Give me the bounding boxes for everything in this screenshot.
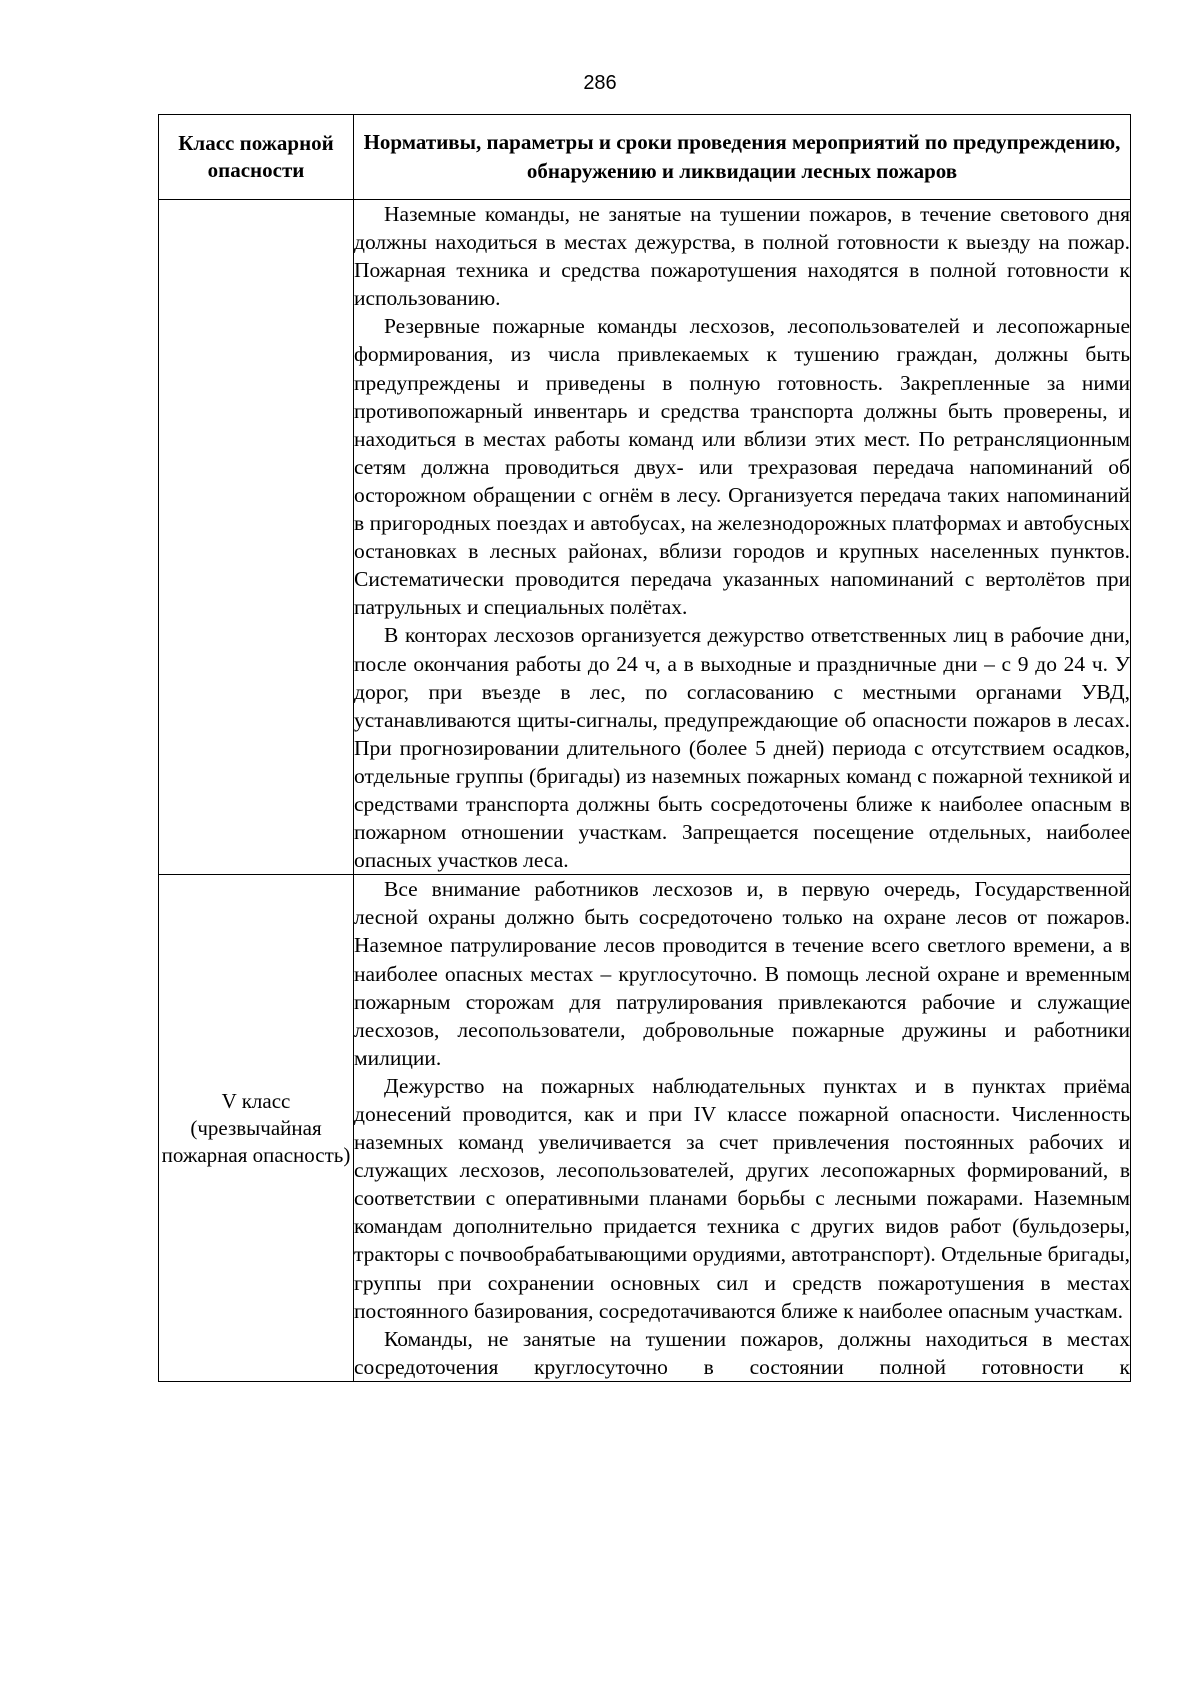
class-cell [159, 200, 354, 875]
norms-cell [354, 875, 1131, 1382]
norms-cell [354, 200, 1131, 875]
header-class-column: Класс пожарной опасности [159, 115, 354, 200]
class-cell: V класс (чрезвычайная пожарная опасность) [159, 875, 354, 1382]
paragraph: Резервные пожарные команды лесхозов, лесопользователей и лесопожарные формирования, из числа привлекаемых к тушению граждан, должны быть предупреждены и приведены в полную готовность. Закрепленные за ними противопожарный инвентарь и средства транспорта должны быть проверены, и находиться в местах работы команд или вблизи этих мест. По ретрансляционным сетям должна проводиться двух- или трехразовая передача напоминаний об осторожном обращении с огнём в лесу. Организуется передача таких напоминаний в пригородных поездах и автобусах, на железнодорожных платформах и автобусных остановках в лесных районах, вблизи городов и крупных населенных пунктов. Систематически проводится передача указанных напоминаний с вертолётов при патрульных и специальных полётах. [354, 314, 1130, 620]
table-row [159, 200, 1131, 875]
table-header-row [159, 115, 1131, 200]
paragraph: Дежурство на пожарных наблюдательных пунктах и в пунктах приёма донесений проводится, как и при IV классе пожарной опасности. Численность наземных команд увеличивается за счет привлечения постоянных рабочих и служащих лесхозов, лесопользователей, других лесопожарных формирований, в соответствии с оперативными планами борьбы с лесными пожарами. Наземным командам дополнительно придается техника с других видов работ (бульдозеры, тракторы с почвообрабатывающими орудиями, автотранспорт). Отдельные бригады, группы при сохранении основных сил и средств пожаротушения в местах постоянного базирования, сосредотачиваются ближе к наиболее опасным участкам. [354, 1073, 1130, 1323]
paragraph: Все внимание работников лесхозов и, в первую очередь, Государственной лесной охраны должно быть сосредоточено только на охране лесов от пожаров. Наземное патрулирование лесов проводится в течение всего светлого времени, а в наиболее опасных местах – круглосуточно. В помощь лесной охране и временным пожарным сторожам для патрулирования привлекаются рабочие и служащие лесхозов, лесопользователи, добровольные пожарные дружины и работники милиции. [354, 877, 1130, 1070]
fire-danger-norms-table [158, 114, 1131, 1382]
paragraph: В конторах лесхозов организуется дежурство ответственных лиц в рабочие дни, после окончания работы до 24 ч, а в выходные и праздничные дни – с 9 до 24 ч. У дорог, при въезде в лес, по согласованию с местными органами УВД, устанавливаются щиты-сигналы, предупреждающие об опасности пожаров в лесах. При прогнозировании длительного (более 5 дней) периода с отсутствием осадков, отдельные группы (бригады) из наземных пожарных команд с пожарной техникой и средствами транспорта должны быть сосредоточены ближе к наиболее опасным в пожарном отношении участкам. Запрещается посещение отдельных, наиболее опасных участков леса. [354, 623, 1130, 873]
paragraph: Команды, не занятые на тушении пожаров, должны находиться в местах сосредоточения круглосуточно в состоянии полной готовности к [354, 1326, 1130, 1379]
paragraph: Наземные команды, не занятые на тушении пожаров, в течение светового дня должны находиться в местах дежурства, в полной готовности к выезду на пожар. Пожарная техника и средства пожаротушения находятся в полной готовности к использованию. [354, 202, 1130, 311]
table-row [159, 875, 1131, 1382]
page-number: 286 [583, 72, 617, 94]
header-norms-column: Нормативы, параметры и сроки проведения мероприятий по предупреждению, обнаружению и ликвидации лесных пожаров [354, 115, 1131, 200]
